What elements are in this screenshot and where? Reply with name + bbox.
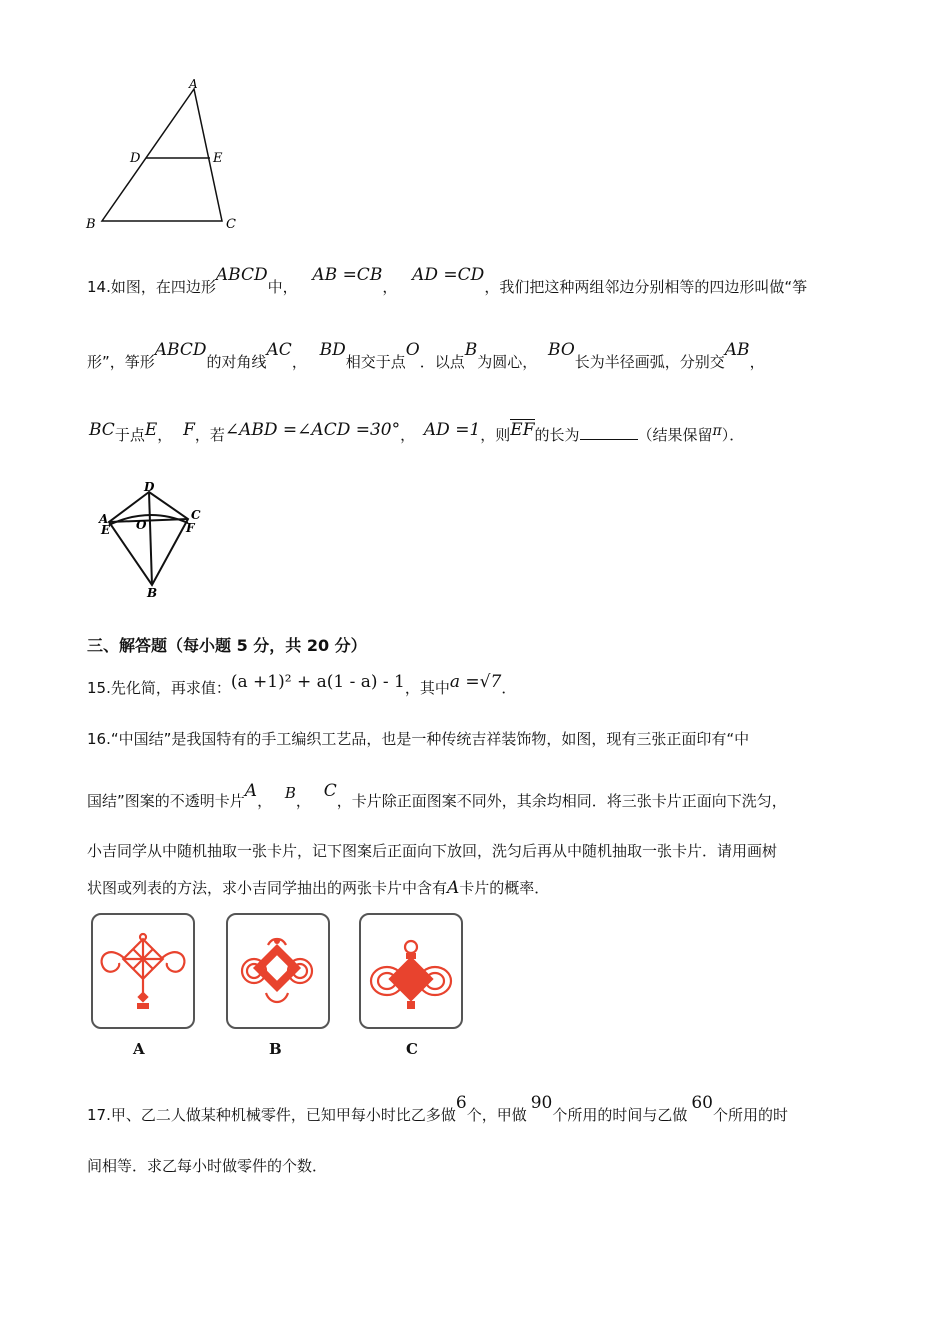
answer-blank[interactable] bbox=[580, 425, 638, 440]
card-caption-a: A bbox=[133, 1040, 145, 1058]
label-C: C bbox=[226, 217, 236, 232]
kite-label-D: D bbox=[144, 480, 155, 494]
chinese-knot-icon bbox=[361, 915, 461, 1027]
kite-label-A: A bbox=[99, 512, 109, 526]
kite-label-O: O bbox=[136, 518, 147, 532]
label-E: E bbox=[213, 151, 223, 166]
card-a bbox=[91, 913, 195, 1029]
card-caption-b: B bbox=[269, 1040, 282, 1058]
q14-line1: 14.如图，在四边形ABCD中， AB =CB， AD =CD，我们把这种两组邻边分别相等的四边形叫做“筝 bbox=[87, 265, 808, 296]
section-heading: 三、解答题（每小题 5 分，共 20 分） bbox=[87, 636, 367, 655]
label-A: A bbox=[189, 77, 198, 91]
q16-line4: 状图或列表的方法，求小吉同学抽出的两张卡片中含有A卡片的概率． bbox=[87, 878, 550, 898]
label-D: D bbox=[130, 151, 141, 166]
q15: 15.先化简，再求值：(a +1)² + a(1 - a) - 1，其中a =√7． bbox=[87, 672, 517, 697]
kite-label-C: C bbox=[191, 508, 201, 522]
q14-line2: 形”，筝形ABCD的对角线AC， BD相交于点O．以点B为圆心， BO长为半径画弧，分别交AB， bbox=[87, 340, 765, 371]
figure-kite bbox=[95, 478, 215, 602]
card-b bbox=[226, 913, 330, 1029]
kite-label-B: B bbox=[147, 586, 158, 600]
chinese-knot-icon bbox=[228, 915, 328, 1027]
card-caption-c: C bbox=[406, 1040, 418, 1058]
q17-line1: 17.甲、乙二人做某种机械零件，已知甲每小时比乙多做6个，甲做90个所用的时间与乙做60个所用的时 bbox=[87, 1093, 789, 1124]
card-c bbox=[359, 913, 463, 1029]
q14-line3: BC于点E， F，若∠ABD =∠ACD =30°， AD =1，则EF的长为 （结果保留π）． bbox=[89, 420, 745, 444]
figure-triangle bbox=[80, 75, 250, 235]
q17-line2: 间相等．求乙每小时做零件的个数． bbox=[87, 1157, 328, 1175]
kite-label-F: F bbox=[186, 521, 195, 535]
chinese-knot-icon bbox=[93, 915, 193, 1027]
label-B: B bbox=[86, 217, 96, 232]
q16-line2: 国结”图案的不透明卡片A， B， C，卡片除正面图案不同外，其余均相同．将三张卡片正面向下洗匀， bbox=[87, 781, 787, 810]
q16-line3: 小吉同学从中随机抽取一张卡片，记下图案后正面向下放回，洗匀后再从中随机抽取一张卡片．请用画树 bbox=[87, 842, 778, 860]
kite-label-E: E bbox=[101, 523, 111, 537]
q16-line1: 16.“中国结”是我国特有的手工编织工艺品，也是一种传统吉祥装饰物，如图，现有三张正面印有“中 bbox=[87, 730, 750, 748]
